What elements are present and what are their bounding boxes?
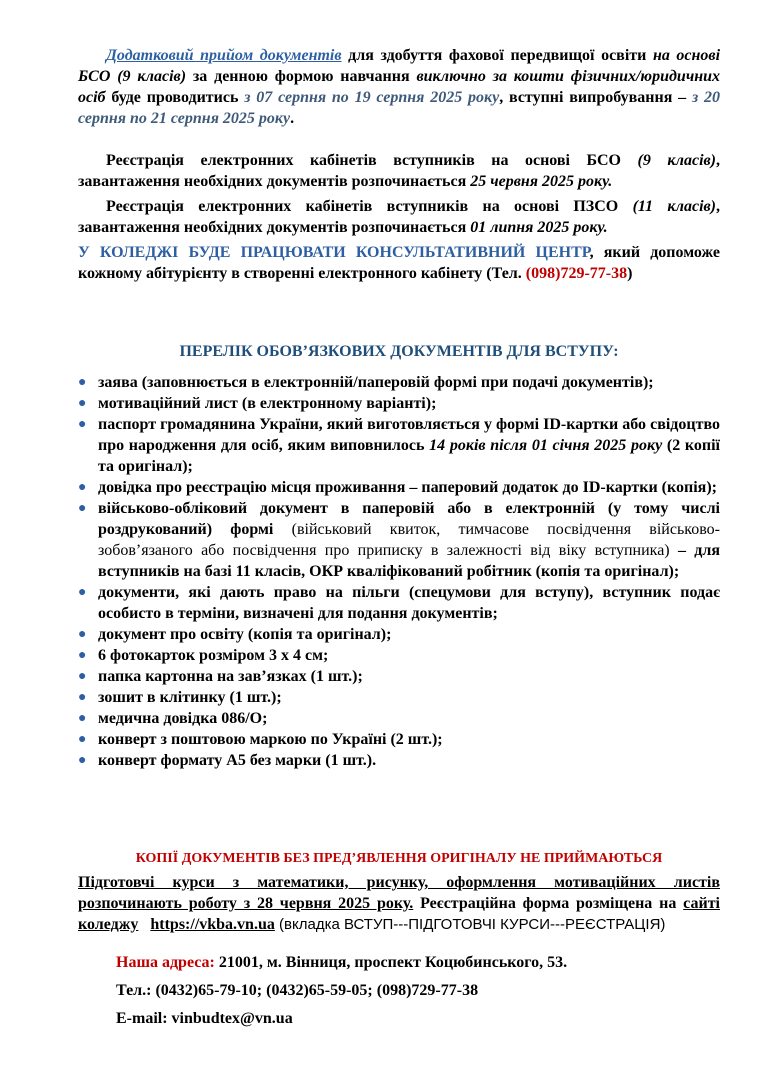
intro-text: для здобуття фахової передвищої освіти: [341, 47, 653, 64]
courses-tab-path: (вкладка ВСТУП---ПІДГОТОВЧІ КУРСИ---РЕЄСТРАЦІЯ): [274, 916, 666, 933]
bullet-icon: ●: [78, 480, 87, 495]
consult-center-paragraph: [78, 242, 720, 284]
reg-text: , завантаження необхідних документів розпочинається: [78, 152, 721, 190]
phones-line: Тел.: (0432)65-79-10; (0432)65-59-05; (098)729-77-38: [116, 982, 479, 999]
bullet-icon: ●: [78, 627, 87, 642]
consult-text: ): [627, 265, 633, 282]
list-item: ● документ про освіту (копія та оригінал);: [78, 626, 392, 643]
reg-grade: (9 класів): [637, 152, 717, 169]
intro-basis: на основі БСО (9 класів): [78, 47, 721, 85]
reg-text: Реєстрація електронних кабінетів вступників на основі БСО: [106, 152, 638, 169]
bullet-icon: ●: [78, 753, 87, 768]
bullet-icon: ●: [78, 669, 87, 684]
bullet-icon: ●: [78, 396, 87, 411]
bullet-icon: ●: [78, 375, 87, 390]
list-item: ● конверт з поштовою маркою по Україні (2 шт.);: [78, 731, 443, 748]
documents-heading: ПЕРЕЛІК ОБОВ’ЯЗКОВИХ ДОКУМЕНТІВ ДЛЯ ВСТУПУ:: [179, 343, 619, 360]
bullet-icon: ●: [78, 585, 87, 600]
list-item: ● заява (заповнюється в електронній/паперовій формі при подачі документів);: [78, 374, 654, 391]
reg-date: 25 червня 2025 року.: [470, 173, 613, 190]
reg-date: 01 липня 2025 року.: [470, 219, 608, 236]
list-item: ● папка картонна на зав’язках (1 шт.);: [78, 668, 363, 685]
intro-funding: виключно за кошти фізичних/юридичних осіб: [78, 68, 721, 106]
college-website-link[interactable]: https://vkba.vn.ua: [150, 916, 275, 933]
email-line[interactable]: E-mail: vinbudtex@vn.ua: [116, 1010, 293, 1027]
originals-warning: КОПІЇ ДОКУМЕНТІВ БЕЗ ПРЕД’ЯВЛЕННЯ ОРИГІНАЛУ НЕ ПРИЙМАЮТЬСЯ: [135, 851, 663, 866]
reg-grade: (11 класів): [632, 198, 717, 215]
college-site-label: сайті коледжу: [78, 895, 720, 933]
exam-dates: з 20 серпня по 21 серпня 2025 року: [78, 89, 720, 127]
list-item: ● довідка про реєстрацію місця проживання – паперовий додаток до ID-картки (копія);: [78, 479, 717, 496]
registration-pzso-paragraph: [78, 196, 720, 238]
address-label: Наша адреса:: [116, 954, 215, 971]
bullet-icon: ●: [78, 417, 87, 432]
documents-list: [78, 372, 720, 771]
consult-center-title: У КОЛЕДЖІ БУДЕ ПРАЦЮВАТИ КОНСУЛЬТАТИВНИЙ ЦЕНТР: [78, 244, 590, 261]
courses-start-text: Підготовчі курси з математики, рисунку, оформлення мотиваційних листів розпочинають роботу з 28 червня 2025 року.: [78, 874, 720, 912]
list-item: ● паспорт громадянина України, який виготовляється у формі ID-картки або свідоцтво про народження для осіб, яким виповнилось 14 років після 01 січня 2025 року (2 копії та оригінал);: [78, 416, 720, 475]
intro-dates: з 07 серпня по 19 серпня 2025 року: [244, 89, 500, 106]
additional-admission-link[interactable]: Додатковий прийом документів: [106, 47, 342, 64]
bullet-icon: ●: [78, 501, 87, 516]
reg-text: , завантаження необхідних документів розпочинається: [78, 198, 721, 236]
address-text: 21001, м. Вінниця, проспект Коцюбинського, 53.: [214, 954, 568, 971]
registration-bso-paragraph: [78, 150, 720, 192]
courses-text: Реєстраційна форма розміщена на: [413, 895, 684, 912]
intro-text: , вступні випробування –: [499, 89, 692, 106]
preparatory-courses-paragraph: [78, 872, 720, 935]
intro-text: за денною формою навчання: [186, 68, 417, 85]
list-item: ● зошит в клітинку (1 шт.);: [78, 689, 282, 706]
intro-paragraph: [78, 45, 720, 129]
address-line: [116, 954, 567, 972]
intro-text: .: [290, 110, 295, 127]
consult-text: , який допоможе кожному абітурієнту в створенні електронного кабінету (Тел.: [78, 244, 721, 282]
bullet-icon: ●: [78, 690, 87, 705]
list-item: ● документи, які дають право на пільги (спецумови для вступу), вступник подає особисто в терміни, визначені для подання документів;: [78, 584, 720, 622]
intro-text: буде проводитись: [105, 89, 245, 106]
list-item: ● конверт формату А5 без марки (1 шт.).: [78, 752, 377, 769]
list-item: ● військово-обліковий документ в паперовій або в електронній (у тому числі роздрукований) формі (військовий квиток, тимчасове посвідчення військово-зобов’язаного або посвідчення про приписку в залежності від віку вступника) – для вступників на базі 11 класів, ОКР кваліфікований робітник (копія та оригінал);: [78, 500, 721, 580]
bullet-icon: ●: [78, 711, 87, 726]
consult-phone[interactable]: (098)729-77-38: [525, 265, 628, 282]
list-item: ● медична довідка 086/О;: [78, 710, 268, 727]
list-item: ● 6 фотокарток розміром 3 х 4 см;: [78, 647, 329, 664]
reg-text: Реєстрація електронних кабінетів вступників на основі ПЗСО: [106, 198, 633, 215]
bullet-icon: ●: [78, 732, 87, 747]
bullet-icon: ●: [78, 648, 87, 663]
list-item: ● мотиваційний лист (в електронному варіанті);: [78, 395, 437, 412]
